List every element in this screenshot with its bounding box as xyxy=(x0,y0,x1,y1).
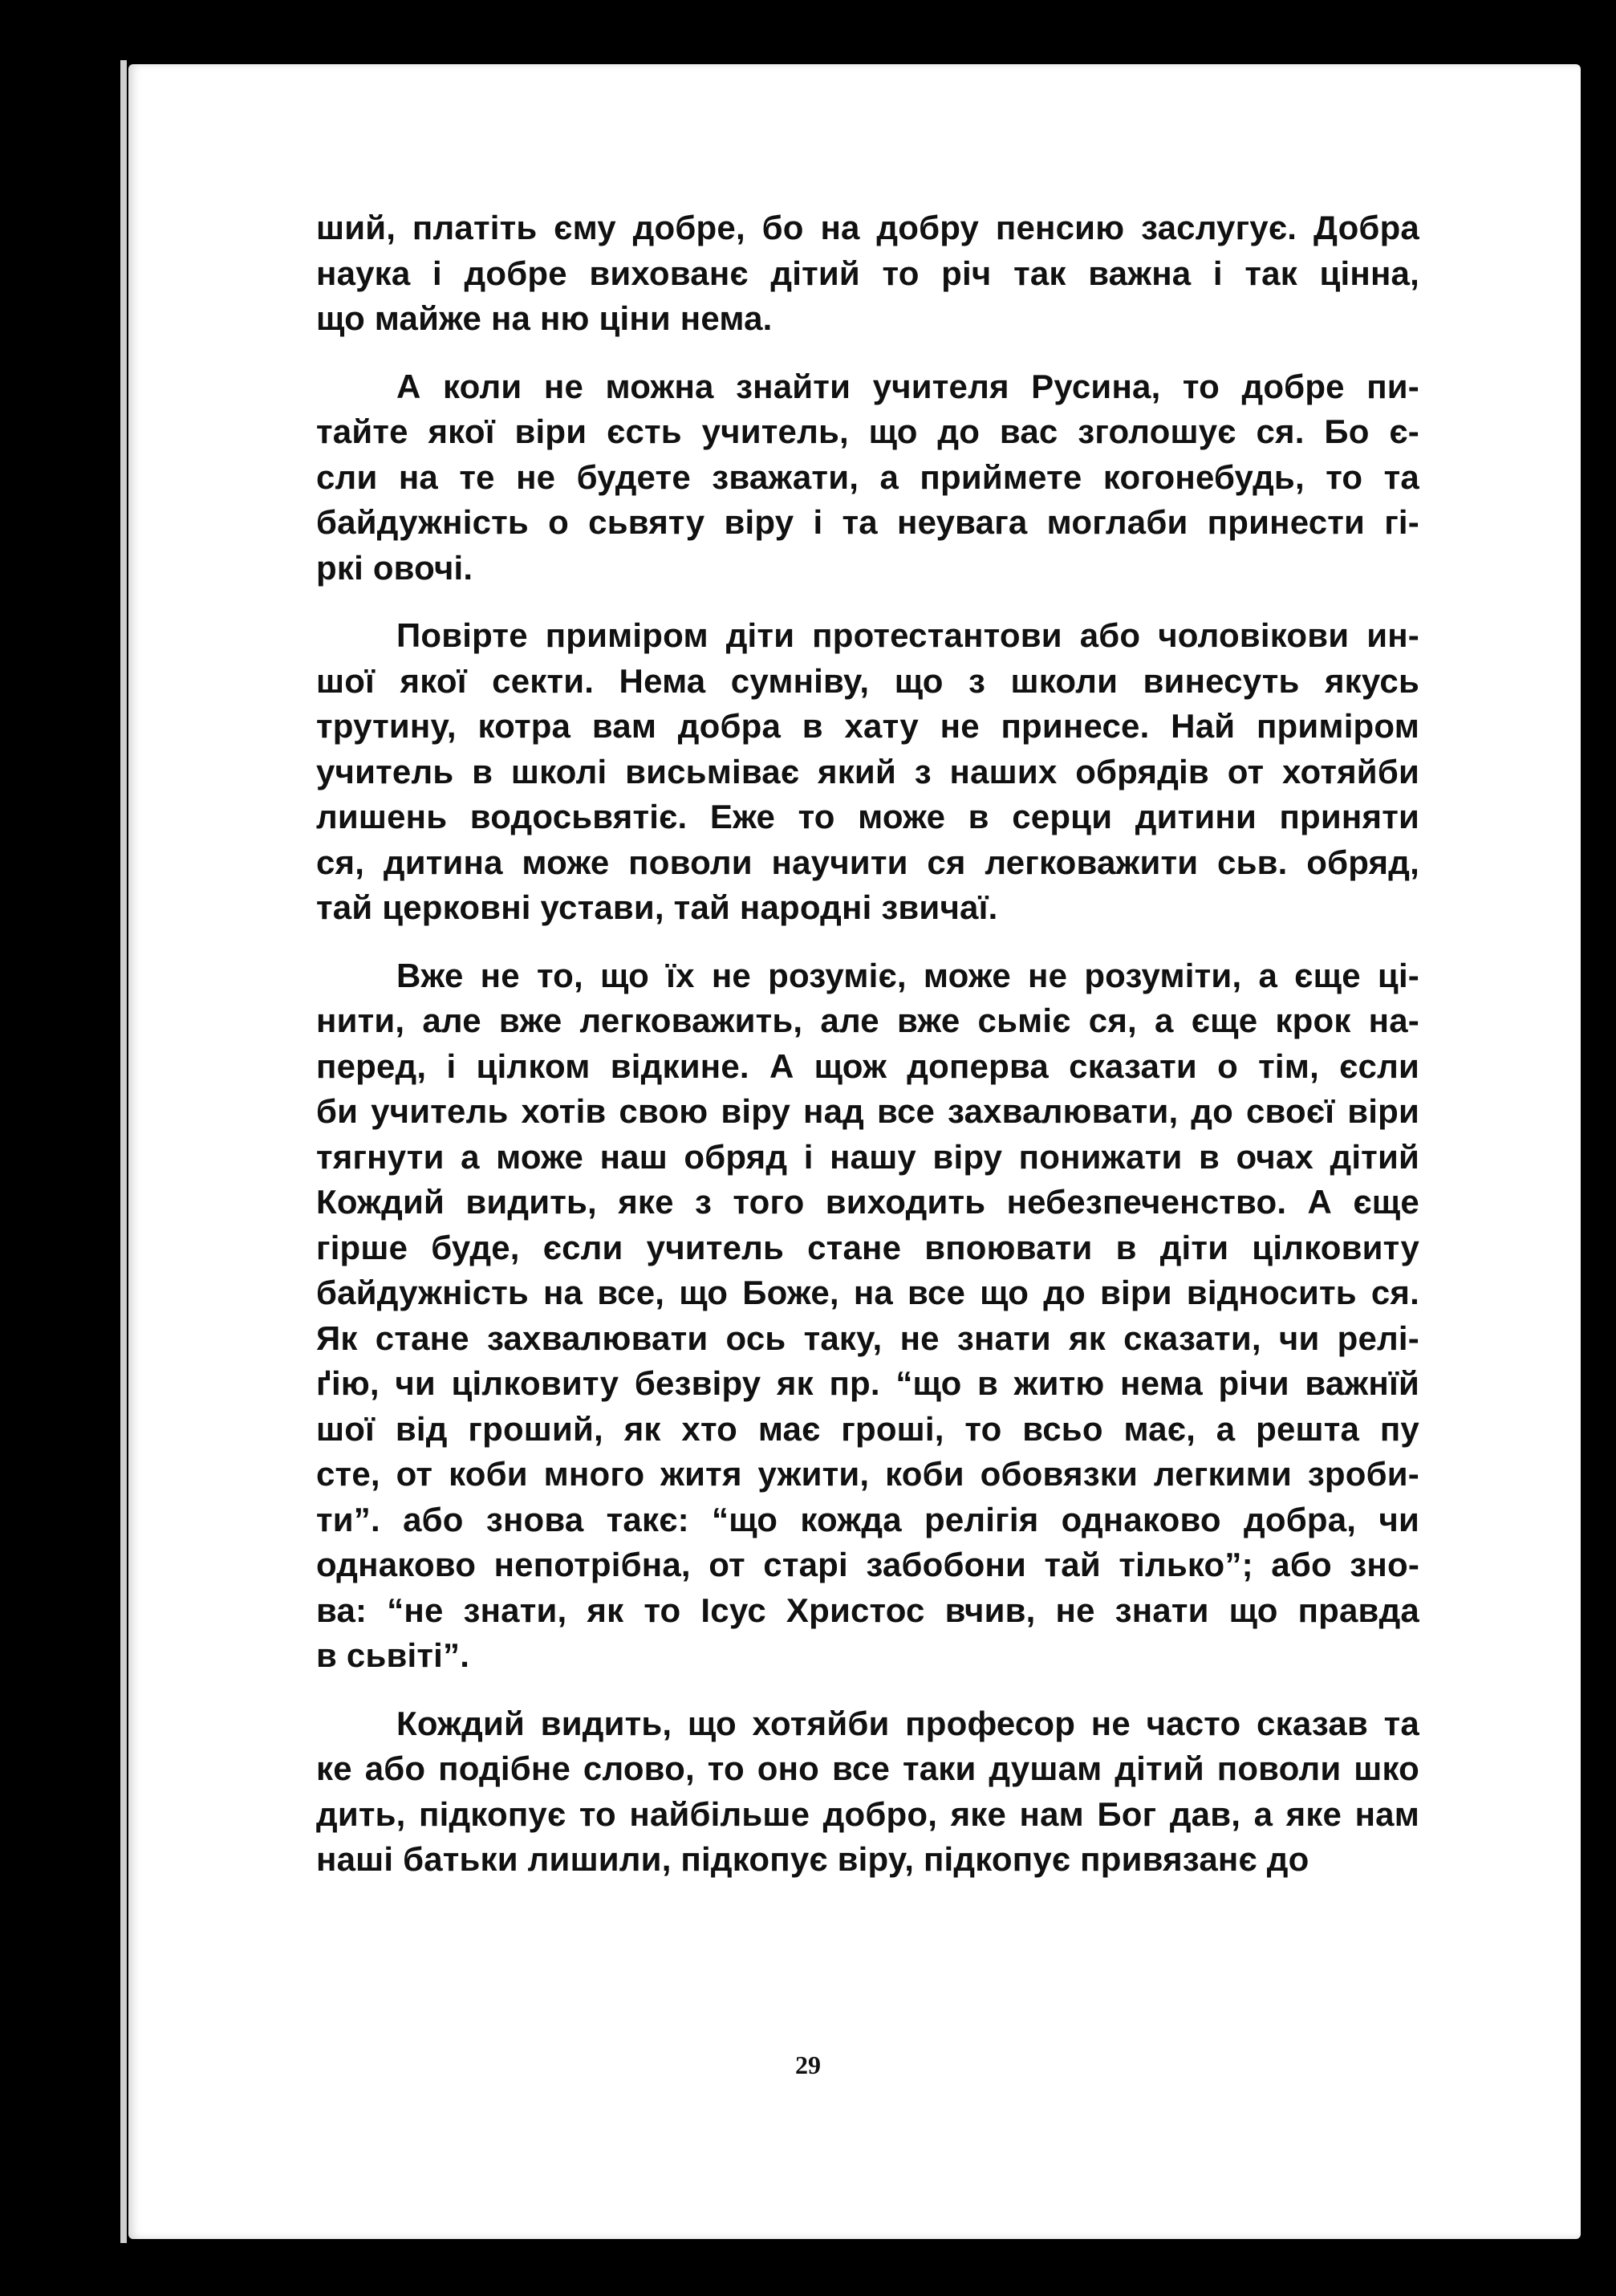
text-line: би учитель хотів свою віру над все захвалювати, до своєї віри xyxy=(316,1092,1419,1130)
text-line: в сьвіті”. xyxy=(316,1636,470,1674)
paragraph xyxy=(316,613,1419,931)
text-line: однаково непотрібна, от старі забобони тай тілько”; або зно- xyxy=(316,1546,1419,1583)
text-line: байдужність о сьвяту віру і та неувага моглаби принести гі- xyxy=(316,503,1419,541)
paragraph xyxy=(316,364,1419,591)
text-line: лишень водосьвятіє. Еже то може в серци дитини приняти xyxy=(316,798,1419,835)
text-line: Кождий видить, яке з того виходить небезпеченство. А єще xyxy=(316,1183,1419,1221)
text-line: дить, підкопує то найбільше добро, яке нам Бог дав, а яке нам xyxy=(316,1794,1419,1833)
paragraph xyxy=(316,953,1419,1679)
text-line: Повірте приміром діти протестантови або чоловікови ин- xyxy=(396,616,1419,654)
text-line: наука і добре вихованє дітий то річ так важна і так цінна, xyxy=(316,254,1419,292)
text-line: тайте якої віри єсть учитель, що до вас зголошує ся. Бо є- xyxy=(316,412,1419,450)
text-line: гірше буде, єсли учитель стане впоювати в діти цілковиту xyxy=(316,1228,1419,1266)
text-line: шої від гроший, як хто має гроші, то всьо має, а решта пу xyxy=(316,1409,1419,1448)
page-left-edge xyxy=(120,60,127,2243)
text-line: учитель в школі висьміває який з наших обрядів от хотяйби xyxy=(316,752,1419,790)
text-line: ва: “не знати, як то Ісус Христос вчив, не знати що правда xyxy=(316,1591,1419,1629)
text-line: шої якої секти. Нема сумніву, що з школи винесуть якусь xyxy=(316,661,1419,700)
text-line: тай церковні устави, тай народні звичаї. xyxy=(316,888,998,926)
paragraph xyxy=(316,205,1419,342)
paragraph xyxy=(316,1701,1419,1883)
text-line: ся, дитина може поволи научити ся легковажити сьв. обряд, xyxy=(316,843,1419,881)
text-line: перед, і цілком відкине. А щож доперва сказати о тім, єсли xyxy=(316,1046,1419,1085)
text-line: тягнути а може наш обряд і нашу віру понижати в очах дітий xyxy=(316,1137,1419,1176)
text-line: А коли не можна знайти учителя Русина, то добре пи- xyxy=(396,367,1419,405)
text-line: Кождий видить, що хотяйби професор не часто сказав та xyxy=(396,1704,1419,1742)
text-line: ґію, чи цілковиту безвіру як пр. “що в житю нема річи важнїй xyxy=(316,1364,1419,1402)
text-line: трутину, котра вам добра в хату не принесе. Най приміром xyxy=(316,707,1419,745)
text-line: нити, але вже легковажить, але вже сьміє ся, а єще крок на- xyxy=(316,1002,1419,1039)
text-line: сли на те не будете зважати, а приймете когонебудь, то та xyxy=(316,457,1419,496)
text-line: ркі овочі. xyxy=(316,548,473,587)
text-line: байдужність на все, що Боже, на все що до віри відносить ся. xyxy=(316,1274,1419,1311)
body-text xyxy=(316,205,1419,1905)
page-number: 29 xyxy=(795,2050,821,2079)
text-line: Вже не то, що їх не розуміє, може не розуміти, а єще ці- xyxy=(396,956,1419,994)
text-line: ший, платіть єму добре, бо на добру пенсию заслугує. Добра xyxy=(316,209,1419,246)
text-line: наші батьки лишили, підкопує віру, підкопує привязанє до xyxy=(316,1840,1309,1878)
text-line: ке або подібне слово, то оно все таки душам дітий поволи шко xyxy=(316,1749,1419,1787)
text-line: ти”. або знова такє: “що кожда релігія однаково добра, чи xyxy=(316,1500,1419,1538)
text-line: Як стане захвалювати ось таку, не знати як сказати, чи релі- xyxy=(316,1319,1419,1357)
text-line: сте, от коби много житя ужити, коби обовязки легкими зроби- xyxy=(316,1455,1419,1493)
text-line: що майже на ню ціни нема. xyxy=(316,299,773,337)
